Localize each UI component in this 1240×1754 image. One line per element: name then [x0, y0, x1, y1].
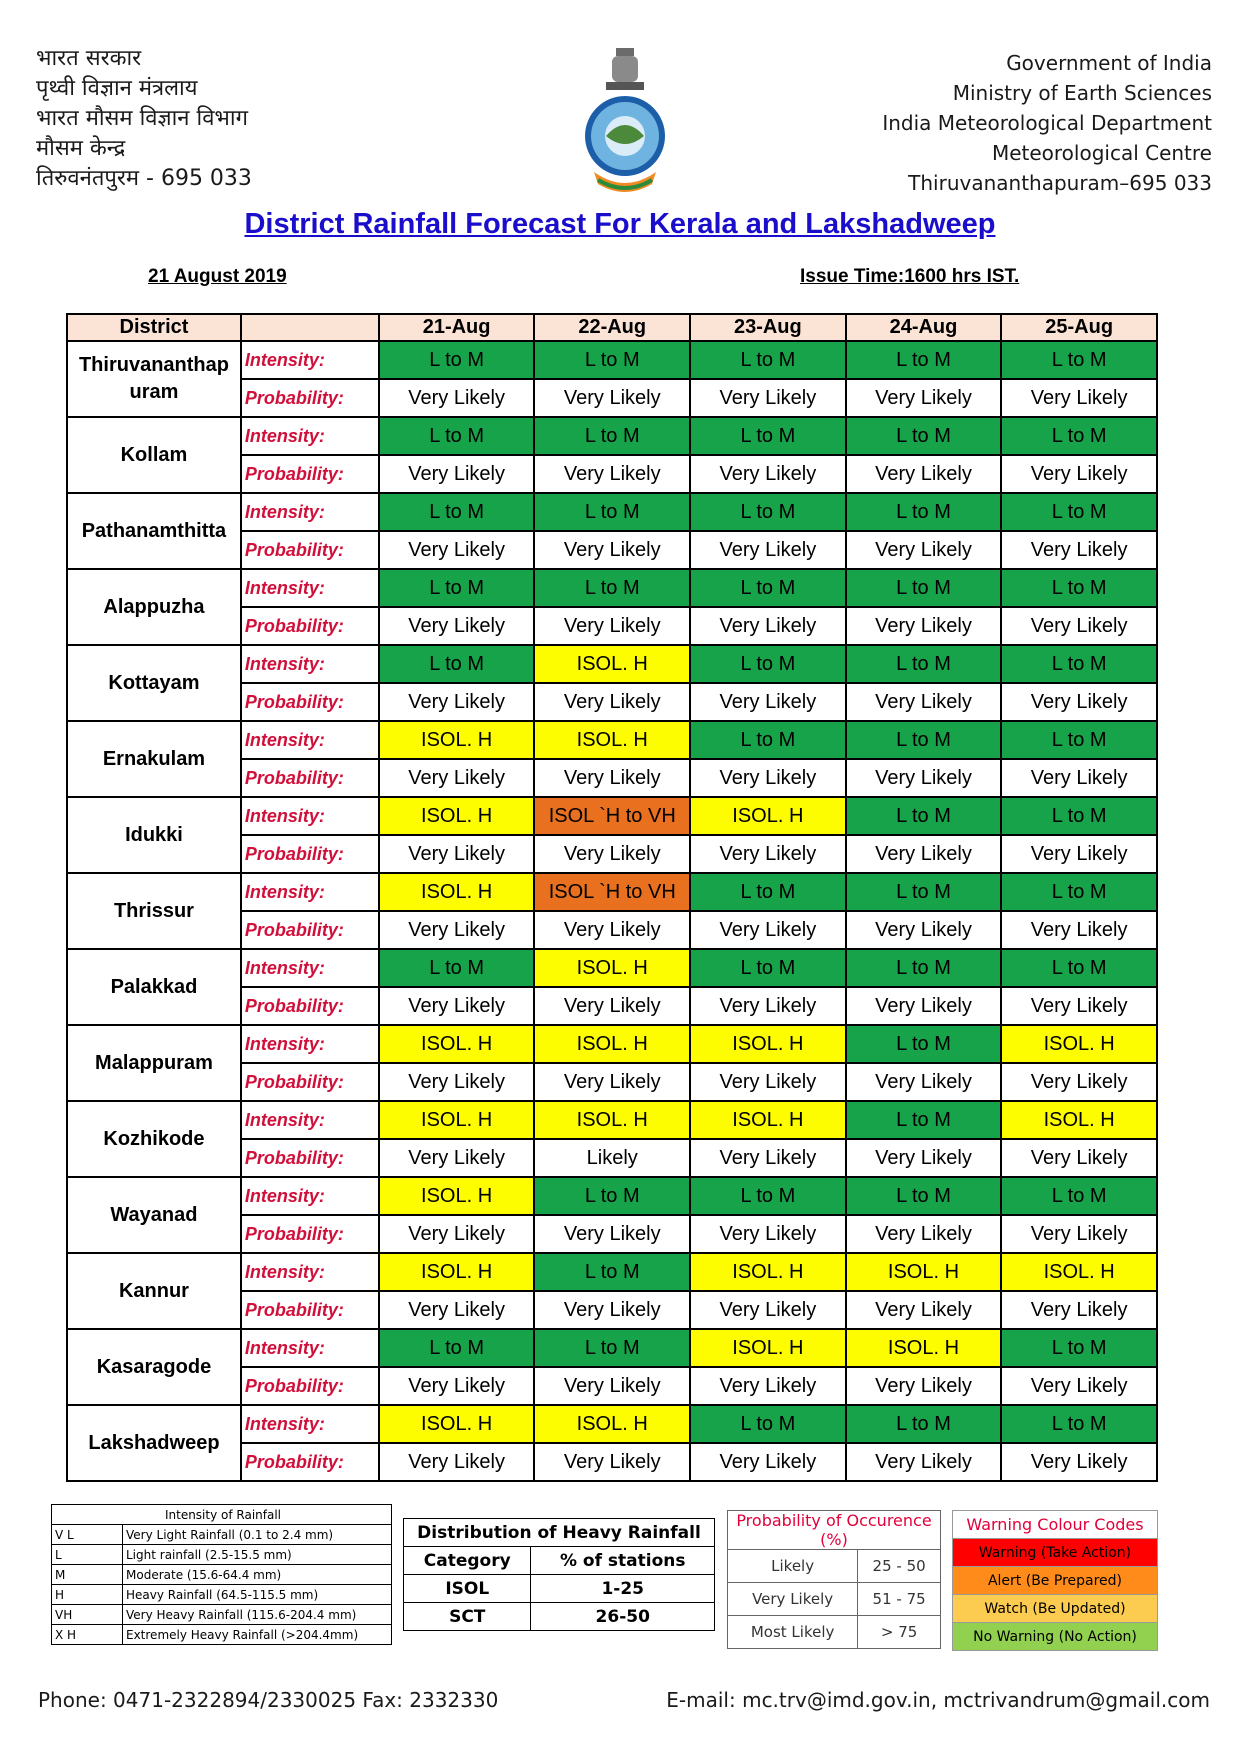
warning-legend-title: Warning Colour Codes	[953, 1511, 1158, 1539]
district-name: Thrissur	[67, 873, 241, 949]
probability-cell: Very Likely	[534, 455, 690, 493]
intensity-cell: ISOL. H	[534, 1025, 690, 1063]
district-name: Kasaragode	[67, 1329, 241, 1405]
intensity-cell: L to M	[690, 721, 846, 759]
intensity-cell: L to M	[534, 1177, 690, 1215]
probability-legend	[727, 1510, 941, 1649]
intensity-cell: L to M	[379, 1329, 535, 1367]
probability-cell: Very Likely	[846, 683, 1002, 721]
intensity-cell: L to M	[1001, 949, 1157, 987]
probability-cell: Very Likely	[846, 835, 1002, 873]
hindi-address-block	[36, 44, 252, 194]
day-header: 25-Aug	[1001, 314, 1157, 341]
intensity-cell: L to M	[1001, 1329, 1157, 1367]
probability-cell: Very Likely	[846, 1367, 1002, 1405]
probability-cell: Very Likely	[846, 379, 1002, 417]
probability-cell: Very Likely	[379, 607, 535, 645]
probability-cell: Very Likely	[534, 379, 690, 417]
legend-desc: Light rainfall (2.5-15.5 mm)	[123, 1545, 392, 1565]
district-name: Palakkad	[67, 949, 241, 1025]
warning-red: Warning (Take Action)	[953, 1539, 1158, 1567]
probability-cell: Very Likely	[846, 1291, 1002, 1329]
probability-label: Most Likely	[728, 1616, 858, 1649]
legend-row	[52, 1525, 392, 1545]
probability-cell: Very Likely	[690, 607, 846, 645]
probability-cell: Very Likely	[690, 1443, 846, 1481]
warning-colour-legend	[952, 1510, 1158, 1651]
intensity-row	[67, 797, 1157, 835]
intensity-cell: ISOL. H	[1001, 1101, 1157, 1139]
probability-label: Probability:	[241, 455, 379, 493]
intensity-cell: ISOL. H	[846, 1253, 1002, 1291]
intensity-cell: ISOL. H	[379, 1405, 535, 1443]
district-name: Kollam	[67, 417, 241, 493]
intensity-cell: ISOL. H	[534, 1101, 690, 1139]
intensity-cell: ISOL. H	[1001, 1253, 1157, 1291]
district-name: Kannur	[67, 1253, 241, 1329]
probability-cell: Very Likely	[534, 835, 690, 873]
probability-label: Likely	[728, 1550, 858, 1583]
warning-yellow: Watch (Be Updated)	[953, 1595, 1158, 1623]
intensity-cell: L to M	[690, 645, 846, 683]
intensity-cell: L to M	[846, 341, 1002, 379]
district-name: Kottayam	[67, 645, 241, 721]
probability-cell: Very Likely	[1001, 531, 1157, 569]
footer-phone: Phone: 0471-2322894/2330025 Fax: 2332330	[38, 1688, 499, 1712]
intensity-label: Intensity:	[241, 873, 379, 911]
probability-cell: Very Likely	[534, 531, 690, 569]
probability-cell: Very Likely	[1001, 1215, 1157, 1253]
legend-row	[52, 1545, 392, 1565]
warning-green: No Warning (No Action)	[953, 1623, 1158, 1651]
intensity-cell: L to M	[690, 417, 846, 455]
legend-abbr: X H	[52, 1625, 123, 1645]
english-line: Meteorological Centre	[991, 141, 1212, 165]
intensity-cell: L to M	[534, 341, 690, 379]
probability-cell: Very Likely	[690, 455, 846, 493]
probability-cell: Very Likely	[534, 1367, 690, 1405]
probability-cell: Very Likely	[690, 1063, 846, 1101]
intensity-cell: L to M	[379, 645, 535, 683]
page-title	[0, 208, 1240, 241]
probability-label: Probability:	[241, 1063, 379, 1101]
intensity-cell: ISOL. H	[690, 1329, 846, 1367]
intensity-cell: ISOL. H	[379, 721, 535, 759]
probability-cell: Very Likely	[1001, 1139, 1157, 1177]
intensity-cell: ISOL. H	[1001, 1025, 1157, 1063]
probability-cell: Very Likely	[534, 1291, 690, 1329]
intensity-cell: ISOL. H	[846, 1329, 1002, 1367]
intensity-label: Intensity:	[241, 1177, 379, 1215]
probability-cell: Very Likely	[1001, 1367, 1157, 1405]
intensity-cell: ISOL. H	[690, 1101, 846, 1139]
intensity-cell: L to M	[846, 1405, 1002, 1443]
intensity-cell: L to M	[1001, 569, 1157, 607]
legend-desc: Very Heavy Rainfall (115.6-204.4 mm)	[123, 1605, 392, 1625]
intensity-cell: L to M	[690, 873, 846, 911]
probability-cell: Very Likely	[690, 759, 846, 797]
intensity-row	[67, 1177, 1157, 1215]
probability-cell: Very Likely	[379, 1063, 535, 1101]
intensity-cell: ISOL `H to VH	[534, 797, 690, 835]
probability-cell: Very Likely	[379, 1215, 535, 1253]
probability-cell: Very Likely	[846, 1443, 1002, 1481]
stations-value: 26-50	[531, 1603, 715, 1631]
intensity-cell: ISOL. H	[379, 873, 535, 911]
probability-cell: Very Likely	[379, 531, 535, 569]
intensity-cell: L to M	[846, 1177, 1002, 1215]
intensity-cell: ISOL. H	[534, 949, 690, 987]
probability-cell: Very Likely	[379, 987, 535, 1025]
legend-row	[52, 1585, 392, 1605]
probability-label: Probability:	[241, 607, 379, 645]
probability-cell: Very Likely	[379, 1139, 535, 1177]
warning-orange: Alert (Be Prepared)	[953, 1567, 1158, 1595]
district-name: Ernakulam	[67, 721, 241, 797]
intensity-label: Intensity:	[241, 341, 379, 379]
distribution-legend	[403, 1518, 715, 1631]
legend-desc: Extremely Heavy Rainfall (>204.4mm)	[123, 1625, 392, 1645]
legend-row	[52, 1605, 392, 1625]
english-line: Ministry of Earth Sciences	[952, 81, 1212, 105]
legend-row	[52, 1625, 392, 1645]
probability-cell: Very Likely	[379, 455, 535, 493]
intensity-row	[67, 1329, 1157, 1367]
day-header: 23-Aug	[690, 314, 846, 341]
probability-cell: Very Likely	[690, 531, 846, 569]
intensity-label: Intensity:	[241, 1253, 379, 1291]
probability-cell: Very Likely	[379, 1367, 535, 1405]
forecast-table-body	[67, 341, 1157, 1481]
probability-label: Probability:	[241, 835, 379, 873]
intensity-row	[67, 873, 1157, 911]
intensity-cell: L to M	[846, 493, 1002, 531]
intensity-cell: L to M	[846, 417, 1002, 455]
legend-abbr: H	[52, 1585, 123, 1605]
intensity-cell: ISOL. H	[690, 797, 846, 835]
probability-label: Very Likely	[728, 1583, 858, 1616]
legend-abbr: VH	[52, 1605, 123, 1625]
probability-cell: Very Likely	[1001, 455, 1157, 493]
day-header: 22-Aug	[534, 314, 690, 341]
intensity-cell: L to M	[534, 569, 690, 607]
intensity-row	[67, 1101, 1157, 1139]
imd-emblem-icon	[576, 44, 674, 192]
intensity-cell: ISOL. H	[690, 1253, 846, 1291]
intensity-cell: L to M	[690, 341, 846, 379]
probability-label: Probability:	[241, 1215, 379, 1253]
intensity-label: Intensity:	[241, 721, 379, 759]
intensity-cell: L to M	[534, 417, 690, 455]
intensity-cell: L to M	[846, 873, 1002, 911]
intensity-cell: L to M	[534, 493, 690, 531]
probability-label: Probability:	[241, 911, 379, 949]
probability-cell: Very Likely	[690, 987, 846, 1025]
intensity-cell: ISOL. H	[690, 1025, 846, 1063]
intensity-cell: L to M	[1001, 721, 1157, 759]
intensity-label: Intensity:	[241, 1025, 379, 1063]
probability-cell: Very Likely	[379, 911, 535, 949]
intensity-cell: L to M	[846, 1101, 1002, 1139]
probability-cell: Very Likely	[379, 1291, 535, 1329]
probability-cell: Very Likely	[1001, 911, 1157, 949]
intensity-cell: L to M	[379, 569, 535, 607]
intensity-row	[67, 721, 1157, 759]
label-header	[241, 314, 379, 341]
probability-cell: Very Likely	[690, 1367, 846, 1405]
district-name: Wayanad	[67, 1177, 241, 1253]
intensity-cell: ISOL. H	[379, 1253, 535, 1291]
intensity-cell: L to M	[846, 797, 1002, 835]
intensity-cell: L to M	[846, 721, 1002, 759]
probability-cell: Likely	[534, 1139, 690, 1177]
intensity-cell: L to M	[690, 493, 846, 531]
intensity-row	[67, 341, 1157, 379]
intensity-cell: L to M	[690, 1405, 846, 1443]
district-name: Thiruvananthap uram	[67, 341, 241, 417]
distribution-legend-title: Distribution of Heavy Rainfall	[404, 1519, 715, 1547]
probability-cell: Very Likely	[1001, 1443, 1157, 1481]
intensity-cell: ISOL. H	[379, 1177, 535, 1215]
probability-cell: Very Likely	[846, 531, 1002, 569]
english-address-block	[882, 48, 1212, 198]
intensity-cell: L to M	[534, 1329, 690, 1367]
probability-cell: Very Likely	[690, 911, 846, 949]
intensity-cell: L to M	[1001, 417, 1157, 455]
intensity-row	[67, 417, 1157, 455]
intensity-row	[67, 949, 1157, 987]
intensity-cell: L to M	[690, 569, 846, 607]
probability-cell: Very Likely	[1001, 607, 1157, 645]
intensity-cell: ISOL. H	[379, 1101, 535, 1139]
intensity-cell: L to M	[379, 949, 535, 987]
probability-cell: Very Likely	[690, 1215, 846, 1253]
district-header: District	[67, 314, 241, 341]
probability-range: 51 - 75	[858, 1583, 941, 1616]
probability-range: > 75	[858, 1616, 941, 1649]
hindi-line: मौसम केन्द्र	[36, 136, 126, 161]
intensity-label: Intensity:	[241, 949, 379, 987]
probability-cell: Very Likely	[379, 683, 535, 721]
district-name: Alappuzha	[67, 569, 241, 645]
probability-cell: Very Likely	[1001, 1063, 1157, 1101]
intensity-cell: L to M	[379, 417, 535, 455]
issue-time: Issue Time:1600 hrs IST.	[800, 266, 1020, 287]
probability-cell: Very Likely	[690, 379, 846, 417]
legend-abbr: M	[52, 1565, 123, 1585]
probability-cell: Very Likely	[534, 1215, 690, 1253]
probability-cell: Very Likely	[1001, 379, 1157, 417]
probability-cell: Very Likely	[690, 1139, 846, 1177]
probability-legend-title: Probability of Occurence (%)	[728, 1511, 941, 1550]
intensity-row	[67, 645, 1157, 683]
intensity-row	[67, 1025, 1157, 1063]
intensity-cell: L to M	[846, 949, 1002, 987]
intensity-cell: L to M	[690, 949, 846, 987]
hindi-line: भारत सरकार	[36, 46, 142, 71]
intensity-cell: ISOL. H	[534, 1405, 690, 1443]
forecast-date: 21 August 2019	[148, 266, 287, 287]
district-name: Pathanamthitta	[67, 493, 241, 569]
intensity-cell: L to M	[690, 1177, 846, 1215]
intensity-cell: L to M	[1001, 1405, 1157, 1443]
probability-cell: Very Likely	[534, 911, 690, 949]
intensity-cell: L to M	[846, 569, 1002, 607]
probability-cell: Very Likely	[846, 987, 1002, 1025]
intensity-cell: ISOL. H	[534, 721, 690, 759]
probability-cell: Very Likely	[1001, 987, 1157, 1025]
probability-range: 25 - 50	[858, 1550, 941, 1583]
intensity-row	[67, 493, 1157, 531]
intensity-row	[67, 1253, 1157, 1291]
intensity-label: Intensity:	[241, 797, 379, 835]
stations-header: % of stations	[531, 1547, 715, 1575]
intensity-cell: L to M	[1001, 645, 1157, 683]
probability-label: Probability:	[241, 1367, 379, 1405]
intensity-cell: L to M	[1001, 873, 1157, 911]
probability-cell: Very Likely	[379, 759, 535, 797]
category-value: ISOL	[404, 1575, 531, 1603]
intensity-label: Intensity:	[241, 1101, 379, 1139]
legend-desc: Very Light Rainfall (0.1 to 2.4 mm)	[123, 1525, 392, 1545]
probability-label: Probability:	[241, 379, 379, 417]
probability-label: Probability:	[241, 531, 379, 569]
probability-cell: Very Likely	[1001, 683, 1157, 721]
probability-cell: Very Likely	[534, 607, 690, 645]
probability-cell: Very Likely	[846, 1139, 1002, 1177]
probability-label: Probability:	[241, 683, 379, 721]
probability-cell: Very Likely	[846, 1063, 1002, 1101]
intensity-label: Intensity:	[241, 1329, 379, 1367]
day-header: 21-Aug	[379, 314, 535, 341]
legend-row	[52, 1565, 392, 1585]
intensity-cell: L to M	[379, 493, 535, 531]
probability-cell: Very Likely	[846, 911, 1002, 949]
english-line: India Meteorological Department	[882, 111, 1212, 135]
intensity-row	[67, 1405, 1157, 1443]
probability-cell: Very Likely	[846, 759, 1002, 797]
english-line: Government of India	[1006, 51, 1212, 75]
probability-cell: Very Likely	[379, 1443, 535, 1481]
legend-desc: Moderate (15.6-64.4 mm)	[123, 1565, 392, 1585]
probability-label: Probability:	[241, 987, 379, 1025]
english-line: Thiruvananthapuram–695 033	[908, 171, 1212, 195]
page-title-text: District Rainfall Forecast For Kerala and Lakshadweep	[244, 208, 996, 240]
intensity-cell: L to M	[534, 1253, 690, 1291]
category-value: SCT	[404, 1603, 531, 1631]
probability-cell: Very Likely	[379, 379, 535, 417]
forecast-table	[66, 313, 1158, 1482]
intensity-cell: ISOL. H	[379, 797, 535, 835]
probability-cell: Very Likely	[690, 1291, 846, 1329]
intensity-cell: ISOL. H	[534, 645, 690, 683]
district-name: Idukki	[67, 797, 241, 873]
intensity-label: Intensity:	[241, 417, 379, 455]
probability-cell: Very Likely	[534, 1063, 690, 1101]
intensity-legend	[51, 1504, 392, 1645]
intensity-cell: L to M	[1001, 493, 1157, 531]
probability-cell: Very Likely	[846, 1215, 1002, 1253]
intensity-cell: L to M	[1001, 797, 1157, 835]
intensity-row	[67, 569, 1157, 607]
probability-label: Probability:	[241, 1443, 379, 1481]
probability-label: Probability:	[241, 759, 379, 797]
intensity-cell: L to M	[846, 1025, 1002, 1063]
probability-cell: Very Likely	[1001, 1291, 1157, 1329]
intensity-cell: L to M	[1001, 341, 1157, 379]
probability-cell: Very Likely	[846, 455, 1002, 493]
legend-desc: Heavy Rainfall (64.5-115.5 mm)	[123, 1585, 392, 1605]
probability-label: Probability:	[241, 1291, 379, 1329]
intensity-label: Intensity:	[241, 1405, 379, 1443]
intensity-cell: L to M	[846, 645, 1002, 683]
probability-cell: Very Likely	[534, 1443, 690, 1481]
hindi-line: पृथ्वी विज्ञान मंत्रलाय	[36, 76, 198, 101]
stations-value: 1-25	[531, 1575, 715, 1603]
intensity-legend-title: Intensity of Rainfall	[52, 1505, 392, 1525]
intensity-cell: ISOL. H	[379, 1025, 535, 1063]
intensity-cell: ISOL `H to VH	[534, 873, 690, 911]
hindi-line: तिरुवनंतपुरम - 695 033	[36, 166, 252, 191]
intensity-label: Intensity:	[241, 569, 379, 607]
category-header: Category	[404, 1547, 531, 1575]
probability-cell: Very Likely	[534, 759, 690, 797]
probability-cell: Very Likely	[1001, 759, 1157, 797]
probability-cell: Very Likely	[1001, 835, 1157, 873]
probability-cell: Very Likely	[534, 683, 690, 721]
footer-email[interactable]: E-mail: mc.trv@imd.gov.in, mctrivandrum@gmail.com	[666, 1688, 1210, 1712]
district-name: Lakshadweep	[67, 1405, 241, 1481]
legend-abbr: V L	[52, 1525, 123, 1545]
legend-abbr: L	[52, 1545, 123, 1565]
probability-cell: Very Likely	[690, 835, 846, 873]
probability-cell: Very Likely	[690, 683, 846, 721]
district-name: Kozhikode	[67, 1101, 241, 1177]
intensity-label: Intensity:	[241, 645, 379, 683]
intensity-cell: L to M	[1001, 1177, 1157, 1215]
table-header-row	[67, 314, 1157, 341]
intensity-label: Intensity:	[241, 493, 379, 531]
probability-label: Probability:	[241, 1139, 379, 1177]
probability-cell: Very Likely	[534, 987, 690, 1025]
hindi-line: भारत मौसम विज्ञान विभाग	[36, 106, 248, 131]
probability-cell: Very Likely	[846, 607, 1002, 645]
probability-cell: Very Likely	[379, 835, 535, 873]
intensity-cell: L to M	[379, 341, 535, 379]
day-header: 24-Aug	[846, 314, 1002, 341]
district-name: Malappuram	[67, 1025, 241, 1101]
